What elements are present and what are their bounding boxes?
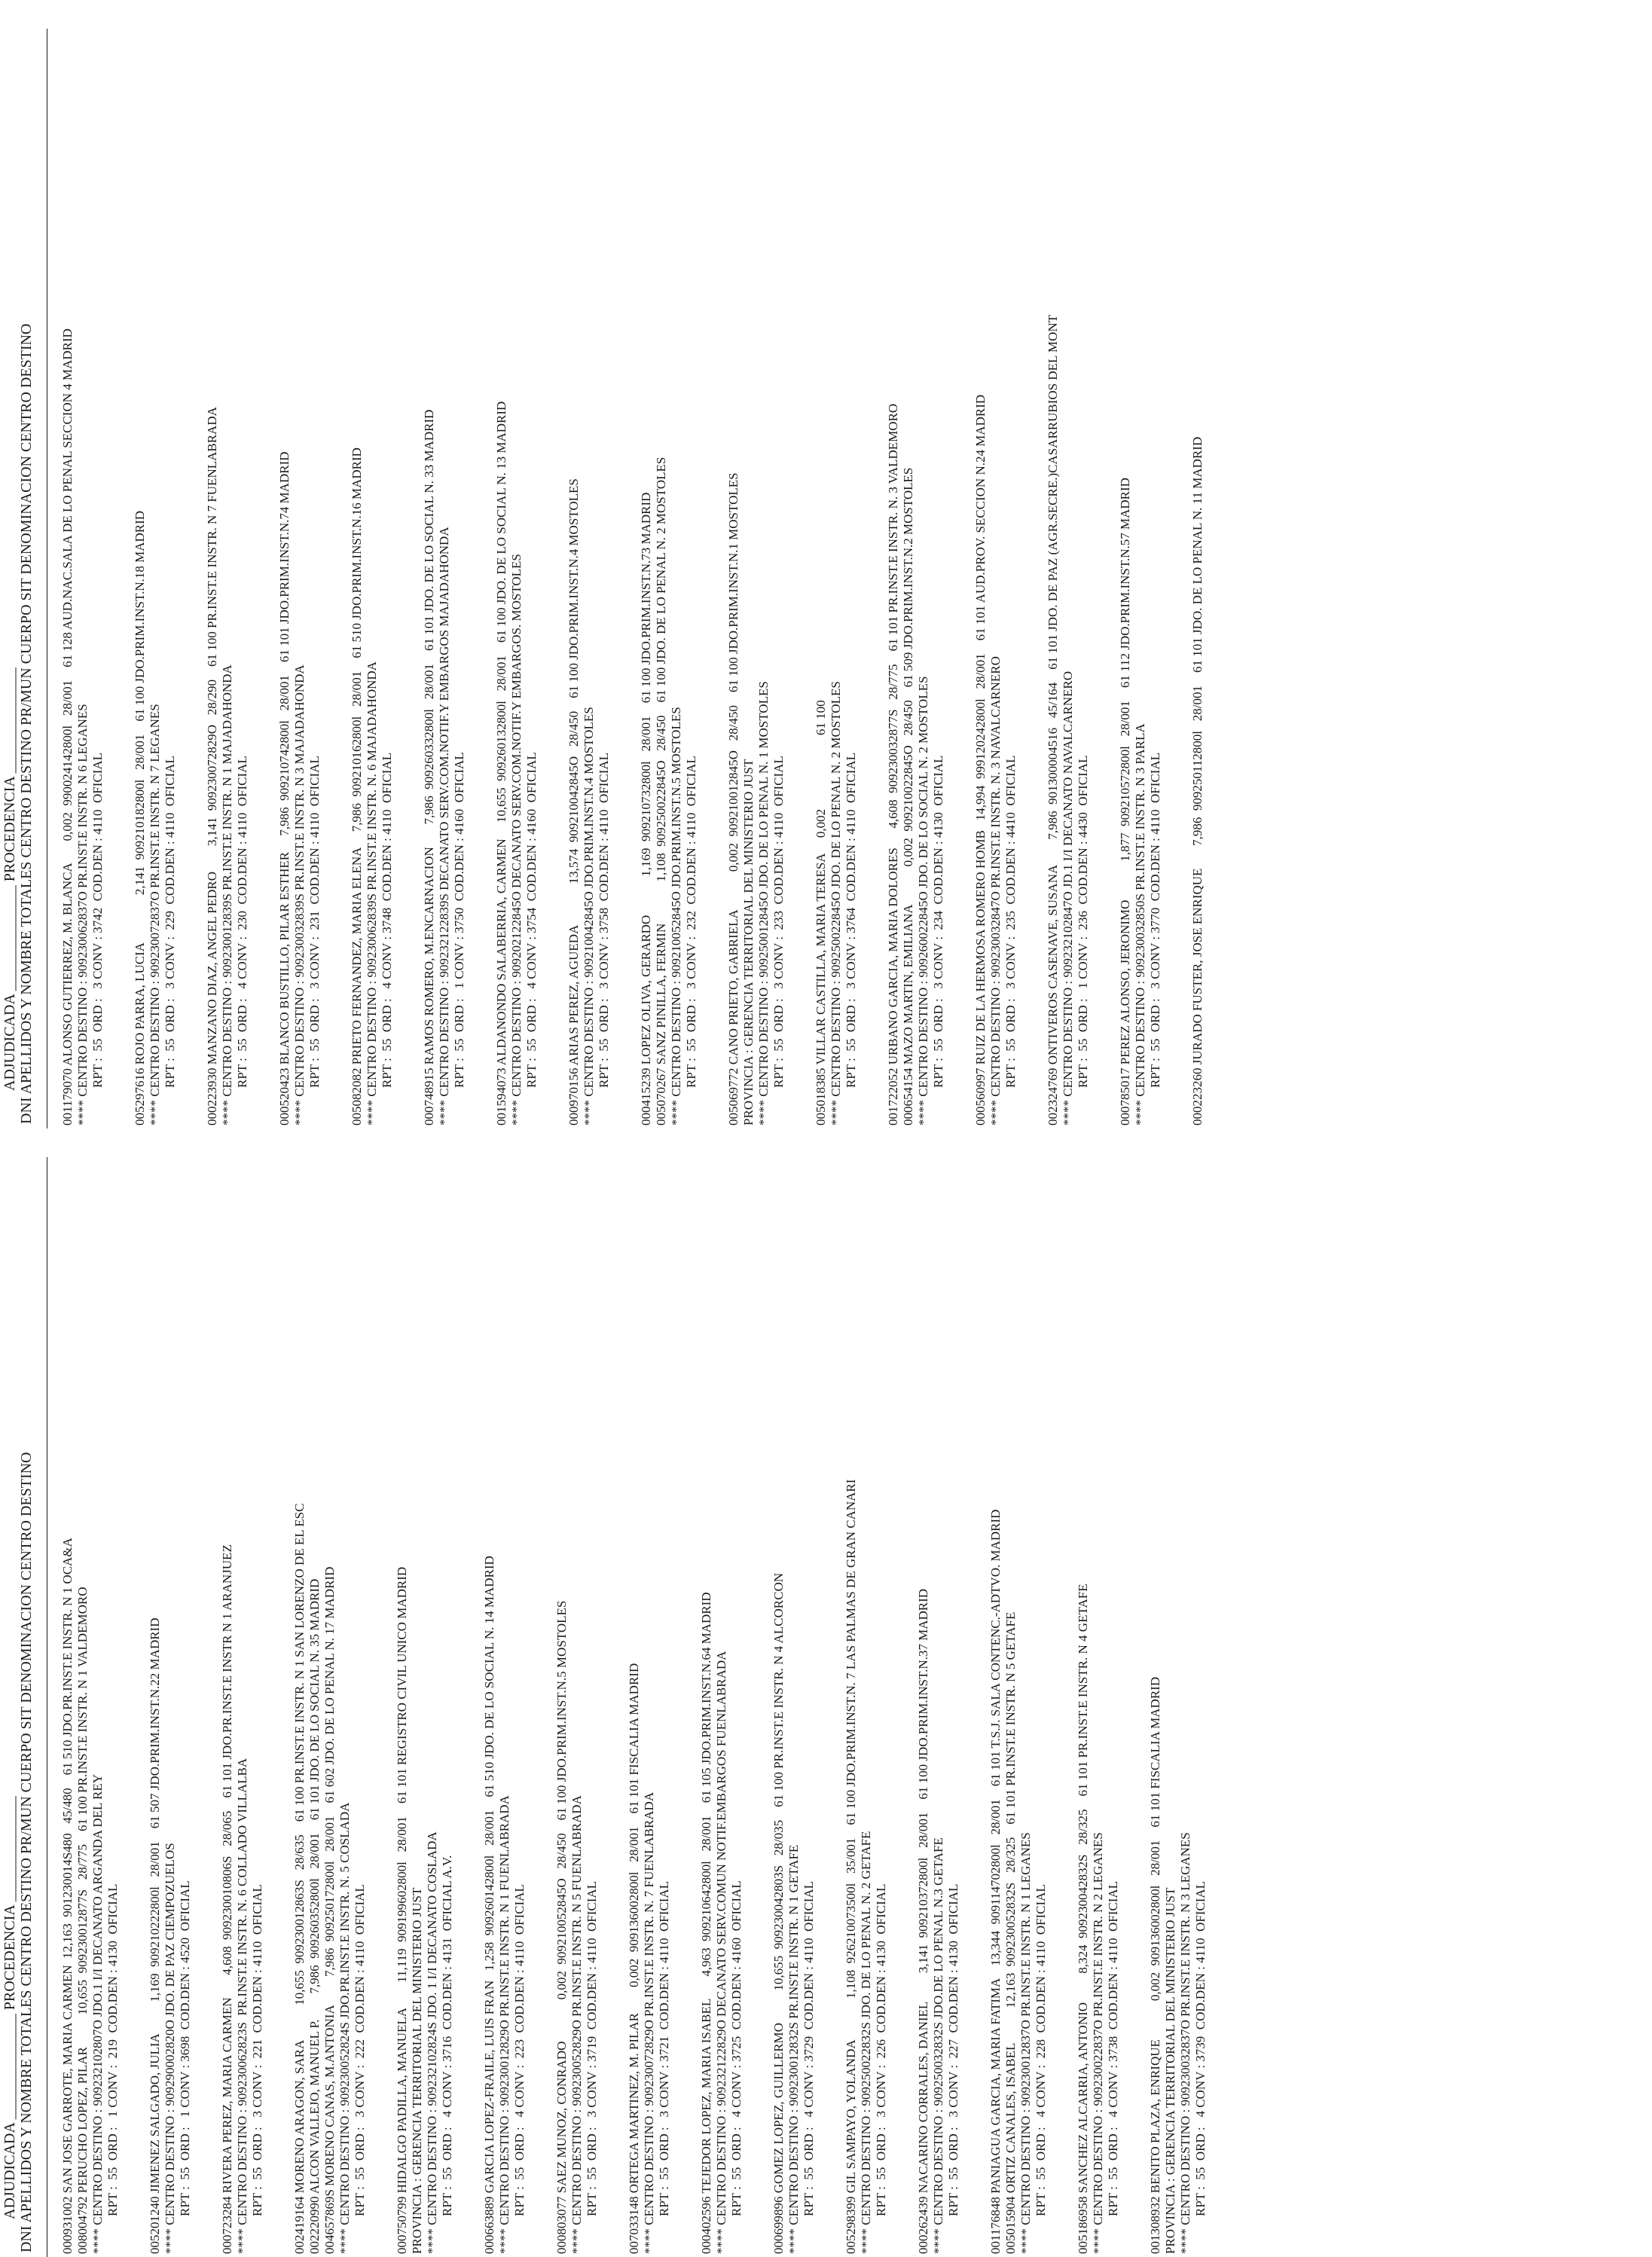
- centro-destino-line: **** CENTRO DESTINO : 909232122829O DECANATO SERV.COMUN NOTIF.EMBARGOS FUENLABRADA: [714, 1651, 728, 2254]
- record-spacer: [612, 3, 639, 1125]
- record-spacer: [250, 3, 277, 1125]
- centro-destino-line: **** CENTRO DESTINO : 909230032837O PR.INST.E INSTR. N 3 LEGANES: [1178, 1832, 1192, 2254]
- right-report-column: [0, 0, 1652, 1128]
- adjudicada-line: 005069772 CANO PRIETO, GABRIELA 0,002 909210012845O 28/450 61 100 JDO.PRIM.INST.N.1 MOSTOLES: [726, 472, 740, 1125]
- adjudicada-line: 005082082 PRIETO FERNANDEZ, MARIA ELENA 7,986 909210162800l 28/001 61 510 JDO.PRIM.INST.N.16 MADRID: [350, 447, 364, 1125]
- record-detail-line: RPT : 55 ORD : 3 CONV : 3770 COD.DEN : 4110 OFICIAL: [1148, 752, 1162, 1088]
- centro-destino-line: **** CENTRO DESTINO : 909230052829O PR.INST.E INSTR. N 5 FUENLABRADA: [569, 1795, 584, 2254]
- adjudicada-line: 005201240 JIMENEZ SALGADO, JULIA 1,169 909210222800l 28/001 61 507 JDO.PRIM.INST.N.22 MADRID: [148, 1617, 162, 2254]
- centro-destino-line: **** CENTRO DESTINO : 909250012845O JDO. DE LO PENAL N. 1 MOSTOLES: [756, 681, 771, 1125]
- adjudicada-line: 008004792 PERUCHO LOPEZ, PILAR 10,655 909230012877S 28/775 61 100 PR.INST.E INSTR. N 1 VALDEMORO: [75, 1587, 90, 2254]
- centro-destino-line: **** CENTRO DESTINO : 909230062823S PR.INST.E INSTR. N. 6 COLLADO VILLALBA: [235, 1758, 249, 2254]
- record-detail-line: RPT : 55 ORD : 4 CONV : 3754 COD.DEN : 4160 OFICIAL: [524, 752, 539, 1088]
- record-spacer: [1121, 1132, 1148, 2254]
- centro-destino-line: **** CENTRO DESTINO : 909230062837O PR.INST.E INSTR. N 6 LEGANES: [75, 704, 90, 1125]
- record-spacer: [817, 1132, 844, 2254]
- centro-destino-line: **** CENTRO DESTINO : 909230012837O PR.INST.E INSTR. N 1 LEGANES: [1018, 1832, 1033, 2254]
- provincia-line: PROVINCIA : GERENCIA TERRITORIAL DEL MINISTERIO JUST: [1163, 1887, 1177, 2254]
- adjudicada-line: 000931002 SAN JOSE GARROTE, MARIA CARMEN 12,163 901230014S480 45/480 61 510 JDO.PR.INST.E INSTR. N 1 OCA&A: [60, 1538, 75, 2254]
- adjudicada-line: 005018385 VILLAR CASTILLA, MARIA TERESA 0,002 61 100: [814, 700, 828, 1125]
- centro-destino-line: **** CENTRO DESTINO : 909210042845O JDO.PRIM.INST.N.4 MOSTOLES: [582, 707, 596, 1125]
- record-detail-line: RPT : 55 ORD : 3 CONV : 231 COD.DEN : 4110 OFICIAL: [307, 756, 322, 1088]
- record-spacer: [961, 1132, 988, 2254]
- centro-destino-line: **** CENTRO DESTINO : 909232122839S DECANATO SERV.COM.NOTIF.Y EMBARGOS MAJADAHONDA: [437, 527, 451, 1125]
- adjudicada-line: 002324769 ONTIVEROS CASENAVE, SUSANA 7,986 901300004516 45/164 61 101 JDO. DE PAZ (AGR.SECRE.)CASARRUBIOS DEL MONT: [1046, 314, 1060, 1125]
- record-detail-line: RPT : 55 ORD : 4 CONV : 3716 COD.DEN : 4131 OFICIAL A.V.: [440, 1855, 454, 2216]
- adjudicada-line: 000560997 RUIZ DE LA HERMOSA ROMERO HOMB 14,994 999120242800l 28/001 61 101 AUD.PROV. SECCION N.24 MADRID: [973, 394, 988, 1125]
- centro-destino-line: **** CENTRO DESTINO : 909210052845O JDO.PRIM.INST.N.5 MOSTOLES: [669, 707, 683, 1125]
- record-detail-line: RPT : 55 ORD : 4 CONV : 3725 COD.DEN : 4160 OFICIAL: [729, 1880, 744, 2216]
- record-spacer: [265, 1132, 292, 2254]
- record-detail-line: RPT : 55 ORD : 3 CONV : 233 COD.DEN : 4110 OFICIAL: [771, 756, 786, 1088]
- adjudicada-line: 000223930 MANZANO DIAZ, ANGEL PEDRO 3,141 909230072829O 28/290 61 100 PR.INST.E INSTR. N 7 FUENLABRADA: [205, 407, 219, 1125]
- adjudicada-line: 001308932 BENITO PLAZA, ENRIQUE 0,002 909136002800l 28/001 61 101 FISCALIA MADRID: [1148, 1676, 1162, 2254]
- adjudicada-line: 000803077 SAEZ MUNOZ, CONRADO 0,002 909210052845O 28/450 61 100 JDO.PRIM.INST.N.5 MOSTOLES: [554, 1600, 569, 2254]
- record-spacer: [946, 3, 973, 1125]
- record-detail-line: RPT : 55 ORD : 3 CONV : 3719 COD.DEN : 4110 OFICIAL: [585, 1880, 599, 2216]
- record-spacer: [1163, 3, 1190, 1125]
- centro-destino-line: **** CENTRO DESTINO : 909230032850S PR.INST.E INSTR. N 3 PARLA: [1133, 723, 1147, 1125]
- centro-destino-line: **** CENTRO DESTINO : 909230032847O PR.INST.E INSTR. N. 3 NAVALCARNERO: [988, 656, 1003, 1125]
- right-records: [60, 3, 1205, 1125]
- centro-destino-line: **** CENTRO DESTINO : 909250022845O JDO. DE LO PENAL N. 2 MOSTOLES: [829, 681, 843, 1125]
- adjudicada-line: 000223260 JURADO FUSTER, JOSE ENRIQUE 7,986 909250112800l 28/001 61 101 JDO. DE LO PENAL N. 11 MADRID: [1190, 436, 1205, 1125]
- adjudicada-line: 001176848 PANIAGUA GARCIA, MARIA FATIMA 13,344 909114702800l 28/001 61 101 T.S.J. SALA CONTENC.-ADTVO. MADRID: [988, 1509, 1003, 2254]
- right-header-line-2: DNI APELLIDOS Y NOMBRE TOTALES CENTRO DESTINO PR/MUN CUERPO SIT DENOMINACION CENTRO DESTINO: [18, 323, 35, 1124]
- record-detail-line: RPT : 55 ORD : 4 CONV : 3729 COD.DEN : 4110 OFICIAL: [802, 1880, 816, 2216]
- record-detail-line: RPT : 55 ORD : 1 CONV : 3698 COD.DEN : 4520 OFICIAL: [178, 1880, 192, 2216]
- record-spacer: [1018, 3, 1046, 1125]
- record-detail-line: RPT : 55 ORD : 3 CONV : 235 COD.DEN : 4410 OFICIAL: [1003, 755, 1018, 1088]
- adjudicada-line: 001179070 ALONSO GUTIERREZ, M. BLANCA 0,002 990024142800l 28/001 61 128 AUD.NAC.SALA DE LO PENAL SECCION 4 MADRID: [60, 328, 75, 1125]
- centro-destino-line: **** CENTRO DESTINO : 909290002820O JDO. DE PAZ CIEMPOZUELOS: [163, 1843, 177, 2254]
- adjudicada-line: 002419164 MORENO ARAGON, SARA 10,655 909230012863S 28/635 61 100 PR.INST.E INSTR. N 1 SAN LORENZO DE EL ESC: [292, 1503, 307, 2254]
- record-detail-line: RPT : 55 ORD : 1 CONV : 219 COD.DEN : 4130 OFICIAL: [105, 1883, 120, 2216]
- record-spacer: [1049, 1132, 1076, 2254]
- left-report-column: [0, 1128, 1652, 2257]
- adjudicada-line: 000415239 LOPEZ OLIVA, GERARDO 1,169 909210732800l 28/001 61 100 JDO.PRIM.INST.N.73 MADRID: [639, 492, 653, 1125]
- record-spacer: [193, 1132, 220, 2254]
- left-header-line-1: ADJUDICADA ______________ PROCEDENCIA ______________: [2, 1796, 18, 2219]
- record-spacer: [467, 3, 494, 1125]
- adjudicada-line: 000970156 ARIAS PEREZ, AGUEDA 13,574 909210042845O 28/450 61 100 JDO.PRIM.INST.N.4 MOSTOLES: [566, 478, 581, 1125]
- adjudicada-line: 002220990 ALCON VALLEJO, MANUEL P. 7,986 909260352800l 28/001 61 101 JDO. DE LO SOCIAL N. 35 MADRID: [307, 1578, 322, 2254]
- record-spacer: [368, 1132, 395, 2254]
- adjudicada-line: 001594073 ALDANONDO SALABERRIA, CARMEN 10,655 909260132800l 28/001 61 100 JDO. DE LO SOCIAL N. 13 MADRID: [494, 401, 508, 1125]
- record-spacer: [121, 1132, 148, 2254]
- centro-destino-line: **** CENTRO DESTINO : 909230012832S PR.INST.E INSTR. N 1 GETAFE: [786, 1844, 801, 2254]
- record-spacer: [395, 3, 422, 1125]
- centro-destino-line: **** CENTRO DESTINO : 909232102807O JDO.1 I/I DECANATO ARGANDA DEL REY: [90, 1773, 105, 2254]
- record-detail-line: RPT : 55 ORD : 3 CONV : 222 COD.DEN : 4110 OFICIAL: [353, 1884, 367, 2216]
- record-detail-line: RPT : 55 ORD : 3 CONV : 3721 COD.DEN : 4110 OFICIAL: [657, 1880, 671, 2216]
- centro-destino-line: **** CENTRO DESTINO : 909230052824S JDO.PR.INST.E INSTR. N. 5 COSLADA: [337, 1802, 352, 2254]
- adjudicada-line: 000520423 BLANCO BUSTILLO, PILAR ESTHER 7,986 909210742800l 28/001 61 101 JDO.PRIM.INST.N.74 MADRID: [277, 451, 292, 1125]
- centro-destino-line: **** CENTRO DESTINO : 909232102824S JDO. 1 I/I DECANATO COSLADA: [425, 1831, 439, 2254]
- record-spacer: [178, 3, 205, 1125]
- adjudicada-line: 000262439 NACARINO CORRALES, DANIEL 3,141 909210372800l 28/001 61 100 JDO.PRIM.INST.N.37 MADRID: [916, 1588, 930, 2254]
- centro-destino-line: **** CENTRO DESTINO : 909230012839S PR.INST.E INSTR. N 1 MAJADAHONDA: [220, 664, 234, 1125]
- record-detail-line: RPT : 55 ORD : 3 CONV : 234 COD.DEN : 4130 OFICIAL: [931, 755, 945, 1088]
- record-detail-line: RPT : 55 ORD : 3 CONV : 3758 COD.DEN : 4110 OFICIAL: [597, 752, 611, 1088]
- record-spacer: [527, 1132, 554, 2254]
- centro-destino-line: **** CENTRO DESTINO : 909232102847O JD.1 I/I DECANATO NAVALCARNERO: [1061, 670, 1075, 1125]
- record-detail-line: RPT : 55 ORD : 3 CONV : 232 COD.DEN : 4110 OFICIAL: [684, 756, 698, 1088]
- adjudicada-line: 007033148 ORTEGA MARTINEZ, M. PILAR 0,002 909136002800l 28/001 61 101 FISCALIA MADRID: [627, 1663, 641, 2254]
- left-header-line-2: DNI APELLIDOS Y NOMBRE TOTALES CENTRO DESTINO PR/MUN CUERPO SIT DENOMINACION CENTRO DESTINO: [18, 1452, 35, 2252]
- adjudicada-line: 000748915 RAMOS ROMERO, M.ENCARNACION 7,986 909260332800l 28/001 61 101 JDO. DE LO SOCIAL N. 33 MADRID: [422, 409, 436, 1125]
- record-detail-line: RPT : 55 ORD : 4 CONV : 228 COD.DEN : 4110 OFICIAL: [1034, 1884, 1048, 2216]
- adjudicada-line: 000654154 MAZO MARTIN, EMILIANA 0,002 909210022845O 28/450 61 509 JDO.PRIM.INST.N.2 MOSTOLES: [901, 467, 915, 1125]
- centro-destino-line: **** CENTRO DESTINO : 909230072829O PR.INST.E INSTR. N. 7 FUENLABRADA: [642, 1791, 656, 2254]
- centro-destino-line: **** CENTRO DESTINO : 909230072837O PR.INST.E INSTR. N 7 LEGANES: [148, 704, 162, 1125]
- centro-destino-line: **** CENTRO DESTINO : 909230012829O PR.INST.E INSTR. N 1 FUENLABRADA: [497, 1795, 511, 2254]
- record-detail-line: RPT : 55 ORD : 4 CONV : 3738 COD.DEN : 4110 OFICIAL: [1106, 1880, 1120, 2216]
- adjudicada-line: 004657869S MORENO CANAS, M.ANTONIA 7,986 909250172800l 28/001 61 602 JDO. DE LO PENAL N. 17 MADRID: [322, 1566, 337, 2254]
- adjudicada-line: 000663889 GARCIA LOPEZ-FRAILE, LUIS FRAN 1,258 909260142800l 28/001 61 510 JDO. DE LO SOCIAL N. 14 MADRID: [482, 1556, 496, 2254]
- record-spacer: [699, 3, 726, 1125]
- right-header-line-1: ADJUDICADA ______________ PROCEDENCIA ______________: [2, 667, 18, 1091]
- record-spacer: [455, 1132, 482, 2254]
- record-detail-line: RPT : 55 ORD : 3 CONV : 3742 COD.DEN : 4110 OFICIAL: [90, 752, 105, 1088]
- centro-destino-line: **** CENTRO DESTINO : 909230062839S PR.INST.E INSTR. N. 6 MAJADAHONDA: [365, 661, 379, 1125]
- record-detail-line: RPT : 55 ORD : 3 CONV : 229 COD.DEN : 4110 OFICIAL: [163, 756, 177, 1088]
- adjudicada-line: 000723284 RIVERA PEREZ, MARIA CARMEN 4,608 909230010806S 28/065 61 101 JDO.PR.INST.E INSTR N 1 ARANJUEZ: [220, 1544, 234, 2254]
- centro-destino-line: **** CENTRO DESTINO : 909260022845O JDO. DE LO SOCIAL N. 2 MOSTOLES: [916, 676, 930, 1125]
- record-detail-line: RPT : 55 ORD : 3 CONV : 227 COD.DEN : 4130 OFICIAL: [946, 1883, 960, 2216]
- record-spacer: [889, 1132, 916, 2254]
- adjudicada-line: 005186958 SANCHEZ ALCARRIA, ANTONIO 8,324 909230042832S 28/325 61 101 PR.INST.E INSTR. N 4 GETAFE: [1076, 1584, 1090, 2254]
- adjudicada-line: 000402596 TEJEDOR LOPEZ, MARIA ISABEL 4,963 909210642800l 28/001 61 105 JDO.PRIM.INST.N.64 MADRID: [699, 1592, 713, 2254]
- left-column-header: [2, 1452, 35, 2253]
- record-spacer: [105, 3, 133, 1125]
- provincia-line: PROVINCIA : GERENCIA TERRITORIAL DEL MINISTERIO JUST: [410, 1887, 424, 2254]
- record-spacer: [786, 3, 814, 1125]
- record-detail-line: RPT : 55 ORD : 4 CONV : 3739 COD.DEN : 4110 OFICIAL: [1193, 1880, 1208, 2216]
- centro-destino-line: **** CENTRO DESTINO : 909250022832S JDO. DE LO PENAL N. 2 GETAFE: [859, 1831, 873, 2254]
- record-detail-line: RPT : 55 ORD : 3 CONV : 221 COD.DEN : 4110 OFICIAL: [250, 1884, 264, 2216]
- adjudicada-line: 000750799 HIDALGO PADILLA, MANUELA 11,119 909199602800l 28/001 61 101 REGISTRO CIVIL UNICO MADRID: [395, 1566, 409, 2254]
- record-spacer: [859, 3, 886, 1125]
- left-records: [60, 1132, 1208, 2254]
- centro-destino-line: **** CENTRO DESTINO : 909202122845O DECANATO SERV.COM.NOTIF.Y EMBARGOS. MOSTOLES: [509, 554, 524, 1125]
- record-detail-line: RPT : 55 ORD : 4 CONV : 3748 COD.DEN : 4110 OFICIAL: [380, 752, 394, 1088]
- record-detail-line: RPT : 55 ORD : 1 CONV : 3750 COD.DEN : 4160 OFICIAL: [452, 752, 466, 1088]
- record-detail-line: RPT : 55 ORD : 4 CONV : 230 COD.DEN : 4110 OFICIAL: [235, 756, 249, 1088]
- provincia-line: PROVINCIA : GERENCIA TERRITORIAL DEL MINISTERIO JUST: [741, 759, 756, 1125]
- centro-destino-line: **** CENTRO DESTINO : 909250032832S JDO.DE LO PENAL N.3 GETAFE: [931, 1837, 945, 2254]
- record-spacer: [744, 1132, 771, 2254]
- adjudicada-line: 005297616 ROJO PARRA, LUCIA 2,141 909210182800l 28/001 61 100 JDO.PRIM.INST.N.18 MADRID: [133, 510, 147, 1125]
- record-detail-line: RPT : 55 ORD : 3 CONV : 226 COD.DEN : 4130 OFICIAL: [874, 1883, 888, 2216]
- adjudicada-line: 005070267 SANZ PINILLA, FERMIN 1,108 909250022845O 28/450 61 100 JDO. DE LO PENAL N. 2 MOSTOLES: [654, 457, 668, 1125]
- record-spacer: [539, 3, 566, 1125]
- right-column-header: [2, 324, 35, 1125]
- record-spacer: [1091, 3, 1118, 1125]
- adjudicada-line: 001722052 URBANO GARCIA, MARIA DOLORES 4,608 909230032877S 28/775 61 101 PR.INST.E INSTR. N. 3 VALDEMORO: [886, 403, 900, 1125]
- record-detail-line: RPT : 55 ORD : 4 CONV : 223 COD.DEN : 4110 OFICIAL: [512, 1884, 527, 2216]
- centro-destino-line: **** CENTRO DESTINO : 909230022837O PR.INST.E INSTR. N 2 LEGANES: [1091, 1832, 1105, 2254]
- adjudicada-line: 000699896 GOMEZ LOPEZ, GUILLERMO 10,655 909230042803S 28/035 61 100 PR.INST.E INSTR. N 4 ALCORCON: [771, 1572, 786, 2254]
- adjudicada-line: 005298399 GIL SAMPAYO, YOLANDA 1,108 926210073500l 35/001 61 100 JDO.PRIM.INST.N. 7 LAS PALMAS DE GRAN CANARI: [844, 1479, 858, 2254]
- record-spacer: [672, 1132, 699, 2254]
- adjudicada-line: 005015904 ORTIZ CANALES, ISABEL 12,163 909230052832S 28/325 61 101 PR.INST.E INSTR. N 5 GETAFE: [1003, 1611, 1018, 2254]
- record-spacer: [600, 1132, 627, 2254]
- record-spacer: [322, 3, 350, 1125]
- record-detail-line: RPT : 55 ORD : 3 CONV : 3764 COD.DEN : 4110 OFICIAL: [844, 752, 858, 1088]
- record-detail-line: RPT : 55 ORD : 1 CONV : 236 COD.DEN : 4430 OFICIAL: [1076, 755, 1090, 1088]
- adjudicada-line: 000785017 PEREZ ALONSO, JERONIMO 1,877 909210572800l 28/001 61 112 JDO.PRIM.INST.N.57 MADRID: [1118, 478, 1132, 1125]
- centro-destino-line: **** CENTRO DESTINO : 909230032839S PR.INST.E INSTR. N 3 MAJADAHONDA: [292, 664, 307, 1125]
